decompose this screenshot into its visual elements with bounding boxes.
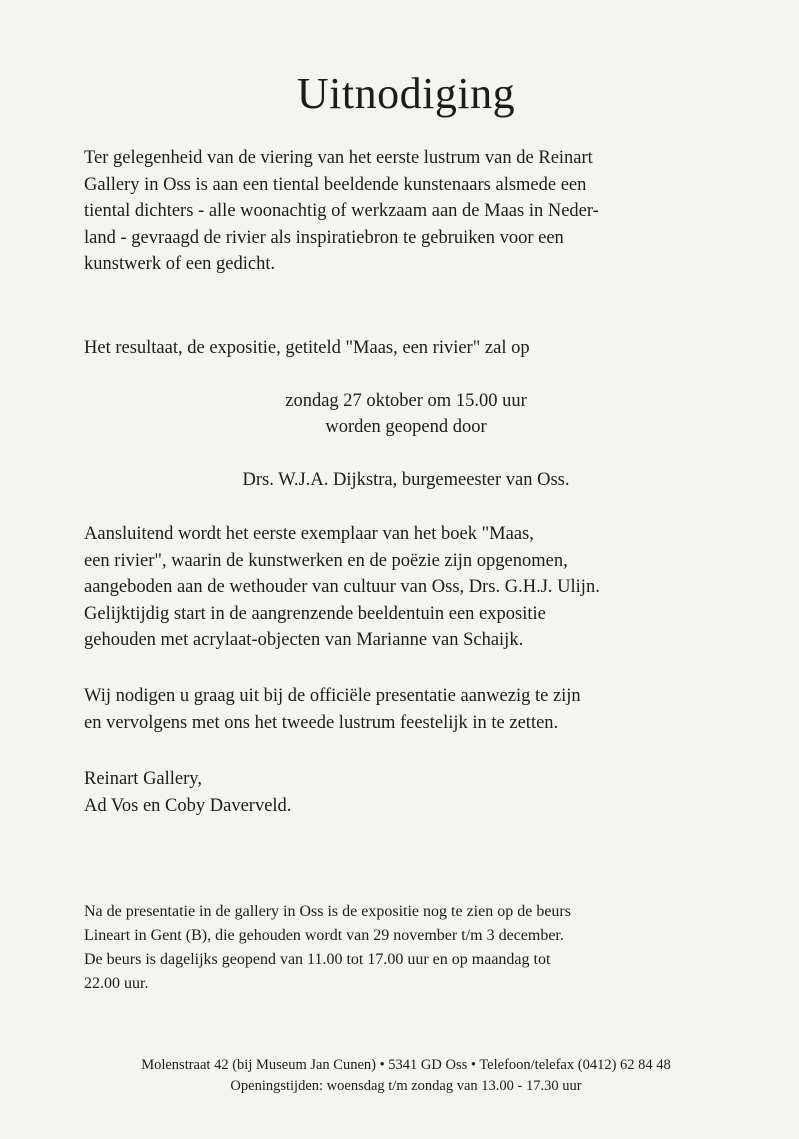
invite-line: Wij nodigen u graag uit bij de officiële presentatie aanwezig te zijn <box>84 686 581 706</box>
note-line: De beurs is dagelijks geopend van 11.00 tot 17.00 uur en op maandag tot <box>84 951 551 968</box>
opening-by: worden geopend door <box>325 417 487 437</box>
signature-line: Reinart Gallery, <box>84 769 202 789</box>
book-line: Aansluitend wordt het eerste exemplaar van het boek "Maas, <box>84 524 534 544</box>
book-line: aangeboden aan de wethouder van cultuur van Oss, Drs. G.H.J. Ulijn. <box>84 577 600 597</box>
note-paragraph <box>84 900 730 996</box>
book-paragraph <box>84 521 730 654</box>
note-line: Na de presentatie in de gallery in Oss is de expositie nog te zien op de beurs <box>84 903 571 920</box>
signature-line: Ad Vos en Coby Daverveld. <box>84 795 292 816</box>
page-title: Uitnodiging <box>296 69 516 118</box>
footer-hours: Openingstijden: woensdag t/m zondag van 13.00 - 17.30 uur <box>230 1078 582 1094</box>
intro-line: Ter gelegenheid van de viering van het eerste lustrum van de Reinart <box>84 148 593 168</box>
note-line: 22.00 uur. <box>84 975 149 992</box>
book-line: een rivier", waarin de kunstwerken en de poëzie zijn opgenomen, <box>84 550 568 571</box>
intro-line: Gallery in Oss is aan een tiental beeldende kunstenaars alsmede een <box>84 174 587 195</box>
intro-line: kunstwerk of een gedicht. <box>84 254 276 274</box>
invite-paragraph <box>84 683 730 736</box>
result-line: Het resultaat, de expositie, getiteld "Maas, een rivier" zal op <box>84 338 530 358</box>
book-line: Gelijktijdig start in de aangrenzende beeldentuin een expositie <box>84 603 546 624</box>
note-line: Lineart in Gent (B), die gehouden wordt van 29 november t/m 3 december. <box>84 927 564 944</box>
book-line: gehouden met acrylaat-objecten van Marianne van Schaijk. <box>84 630 524 650</box>
intro-line: land - gevraagd de rivier als inspiratiebron te gebruiken voor een <box>84 227 564 248</box>
footer-address: Molenstraat 42 (bij Museum Jan Cunen) • 5341 GD Oss • Telefoon/telefax (0412) 62 84 48 <box>141 1057 671 1073</box>
intro-line: tiental dichters - alle woonachtig of werkzaam aan de Maas in Neder- <box>84 201 599 221</box>
signature <box>84 766 730 819</box>
invite-line: en vervolgens met ons het tweede lustrum feestelijk in te zetten. <box>84 712 559 733</box>
intro-paragraph <box>84 145 730 278</box>
opening-date: zondag 27 oktober om 15.00 uur <box>285 391 527 411</box>
opener-name: Drs. W.J.A. Dijkstra, burgemeester van Oss. <box>242 470 570 490</box>
